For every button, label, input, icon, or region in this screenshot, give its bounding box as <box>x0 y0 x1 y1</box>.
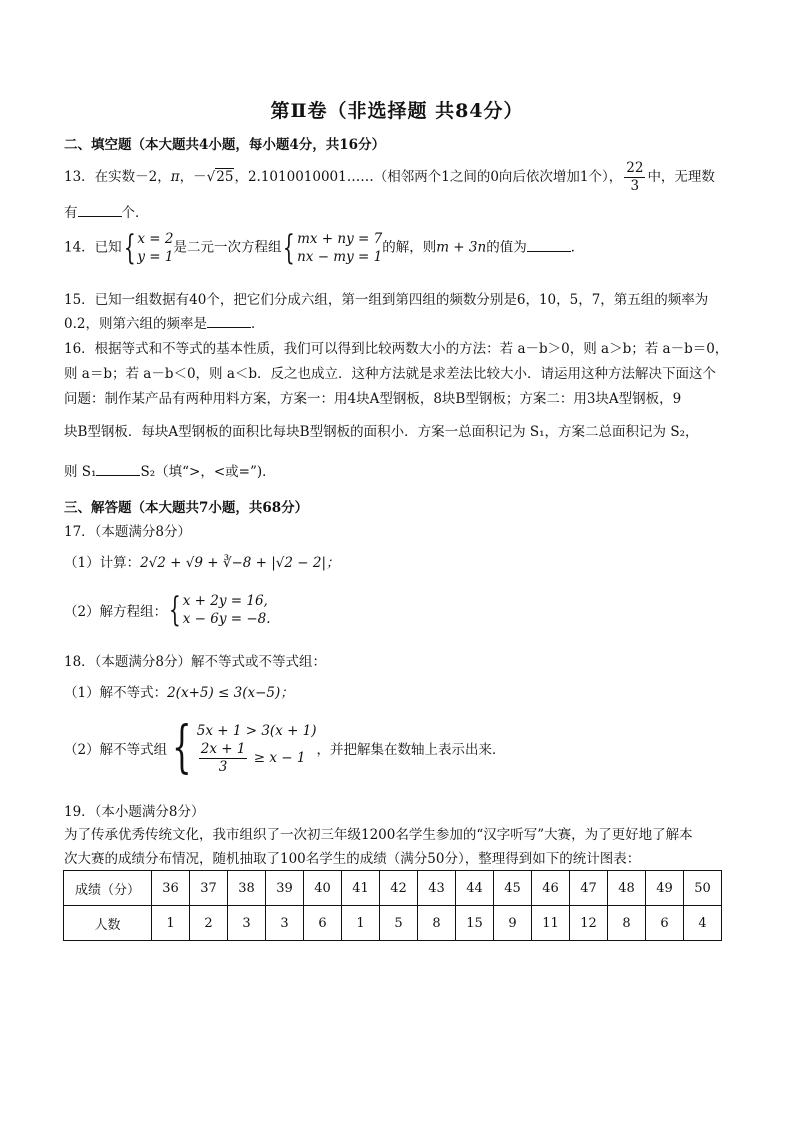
table-cell: 40 <box>304 871 342 906</box>
inequality-system: 5x + 1 > 3(x + 1) $\frac{2x + 1}{3}$ ≥ x − 1 <box>196 722 317 775</box>
table-cell: 3 <box>266 906 304 941</box>
table-cell: 1 <box>152 906 190 941</box>
answer-blank[interactable] <box>78 204 122 217</box>
table-cell: 50 <box>684 871 722 906</box>
question-17-head: 17．（本题满分8分） <box>64 524 192 540</box>
table-cell: 42 <box>380 871 418 906</box>
table-cell: 46 <box>532 871 570 906</box>
table-cell: 45 <box>494 871 532 906</box>
paper-title: 第Ⅱ卷（非选择题 共84分） <box>270 100 524 122</box>
table-cell: 15 <box>456 906 494 941</box>
question-13-line2: 有 个． <box>64 205 149 221</box>
table-cell: 38 <box>228 871 266 906</box>
calc-expression: 2√2 + √9 + ∛−8 + |√2 − 2|； <box>140 555 340 571</box>
question-13: 13．在实数－2，π，－√25，2.1010010001……（相邻两个1之间的0向后依次增加1个）， $\frac{22}{3}$ 中，无理数 <box>64 160 715 194</box>
system-equations: mx + ny = 7 nx − my = 1 <box>297 231 383 265</box>
table-cell: 9 <box>494 906 532 941</box>
question-16-line5: 则 S₁ S₂（填“>，<或=”)． <box>64 464 276 480</box>
question-15-line2: 0.2，则第六组的频率是 ． <box>64 316 265 332</box>
question-19-head: 19．（本小题满分8分） <box>64 804 205 820</box>
table-cell: 47 <box>570 871 608 906</box>
question-19-line2: 次大赛的成绩分布情况，随机抽取了100名学生的成绩（满分50分），整理得到如下的统计图表： <box>64 851 641 867</box>
question-17-part2: （2）解方程组：{ x + 2y = 16, x − 6y = −8. <box>64 590 271 630</box>
answer-blank[interactable] <box>527 239 571 252</box>
question-14: 14．已知{ x = 2 y = 1是二元一次方程组{ mx + ny = 7 nx − my = 1的解，则m + 3n的值为 ． <box>64 228 585 268</box>
table-cell: 36 <box>152 871 190 906</box>
table-row-scores <box>64 871 722 906</box>
left-brace: { <box>123 228 136 268</box>
table-cell: 3 <box>228 906 266 941</box>
table-cell: 12 <box>570 906 608 941</box>
table-cell: 11 <box>532 906 570 941</box>
score-table <box>63 870 722 941</box>
table-cell: 43 <box>418 871 456 906</box>
question-17-part1: （1）计算：2√2 + √9 + ∛−8 + |√2 − 2|； <box>64 555 340 571</box>
question-18-part1: （1）解不等式：2(x+5) ≤ 3(x−5)； <box>64 685 294 701</box>
table-cell: 4 <box>684 906 722 941</box>
question-16-line3: 问题：制作某产品有两种用料方案，方案一：用4块A型钢板，8块B型钢板；方案二：用3块A型钢板，9 <box>64 391 682 407</box>
table-cell: 41 <box>342 871 380 906</box>
table-cell: 49 <box>646 871 684 906</box>
equation-system: x + 2y = 16, x − 6y = −8. <box>182 593 271 627</box>
answer-blank[interactable] <box>96 463 140 476</box>
question-16-line2: 则 a＝b；若 a－b＜0，则 a＜b．反之也成立．这种方法就是求差法比较大小．请运用这种方法解决下面这个 <box>64 366 717 382</box>
answer-blank[interactable] <box>207 315 251 328</box>
inequality: 2(x+5) ≤ 3(x−5)； <box>167 685 294 701</box>
section-fill-in-heading: 二、填空题（本大题共4小题，每小题4分，共16分） <box>64 137 386 153</box>
table-cell: 8 <box>608 906 646 941</box>
system-solution: x = 2 y = 1 <box>137 231 174 265</box>
table-cell: 39 <box>266 871 304 906</box>
sqrt-25: 25 <box>216 169 234 185</box>
table-cell: 6 <box>304 906 342 941</box>
table-cell: 44 <box>456 871 494 906</box>
question-18-head: 18．（本题满分8分）解不等式或不等式组： <box>64 654 327 670</box>
table-cell: 2 <box>190 906 228 941</box>
table-cell: 37 <box>190 871 228 906</box>
left-brace: { <box>283 228 296 268</box>
table-cell: 48 <box>608 871 646 906</box>
table-cell: 6 <box>646 906 684 941</box>
question-15: 15．已知一组数据有40个，把它们分成六组，第一组到第四组的频数分别是6，10，5，7，第五组的频率为 <box>64 292 709 308</box>
fraction-22-3: $\frac{22}{3}$ <box>626 160 644 194</box>
table-header-count: 人数 <box>64 906 152 941</box>
table-header-score: 成绩（分） <box>64 871 152 906</box>
table-cell: 5 <box>380 906 418 941</box>
section-solve-heading: 三、解答题（本大题共7小题，共68分） <box>64 500 309 516</box>
table-cell: 1 <box>342 906 380 941</box>
left-brace: { <box>168 590 181 630</box>
question-16: 16．根据等式和不等式的基本性质，我们可以得到比较两数大小的方法：若 a－b＞0，则 a＞b；若 a－b＝0， <box>64 341 729 357</box>
question-16-line4: 块B型钢板．每块A型钢板的面积比每块B型钢板的面积小．方案一总面积记为 S₁，方案二总面积记为 S₂， <box>64 424 699 440</box>
left-brace: { <box>172 715 192 780</box>
table-row-counts <box>64 906 722 941</box>
table-cell: 8 <box>418 906 456 941</box>
question-19-line1: 为了传承优秀传统文化，我市组织了一次初三年级1200名学生参加的“汉字听写”大赛，为了更好地了解本 <box>64 827 693 843</box>
question-18-part2: （2）解不等式组{ 5x + 1 > 3(x + 1) $\frac{2x + 1}{3}$ ≥ x − 1 ，并把解集在数轴上表示出来． <box>64 715 506 780</box>
